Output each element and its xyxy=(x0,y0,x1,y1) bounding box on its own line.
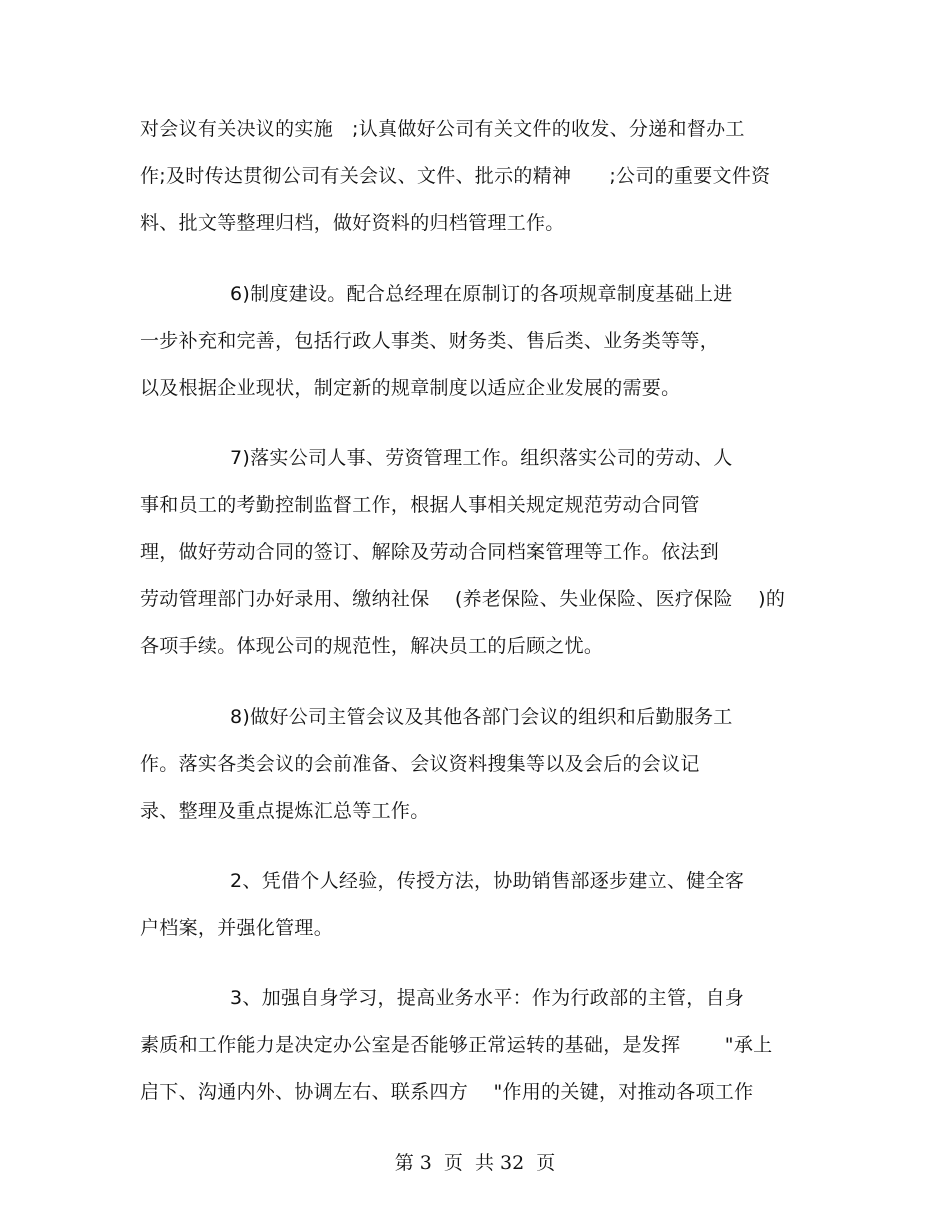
text-line: 素质和工作能力是决定办公室是否能够正常运转的基础，是发挥 "承上 xyxy=(140,1034,773,1056)
paragraph-start-line: 8)做好公司主管会议及其他各部门会议的组织和后勤服务工 xyxy=(230,706,733,728)
text-line: 作。落实各类会议的会前准备、会议资料搜集等以及会后的会议记 xyxy=(140,753,700,775)
text-line: 各项手续。体现公司的规范性，解决员工的后顾之忧。 xyxy=(140,635,604,657)
text-line: 作;及时传达贯彻公司有关会议、文件、批示的精神 ;公司的重要文件资 xyxy=(140,165,771,187)
text-line: 启下、沟通内外、协调左右、联系四方 "作用的关键，对推动各项工作 xyxy=(140,1081,754,1103)
text-line: 料、批文等整理归档，做好资料的归档管理工作。 xyxy=(140,212,565,234)
paragraph-start-line: 2、凭借个人经验，传授方法，协助销售部逐步建立、健全客 xyxy=(230,870,745,892)
text-line: 对会议有关决议的实施 ;认真做好公司有关文件的收发、分递和督办工 xyxy=(140,118,745,140)
text-line: 劳动管理部门办好录用、缴纳社保 (养老保险、失业保险、医疗保险 )的 xyxy=(140,588,786,610)
text-line: 以及根据企业现状，制定新的规章制度以适应企业发展的需要。 xyxy=(140,377,681,399)
paragraph-start-line: 7)落实公司人事、劳资管理工作。组织落实公司的劳动、人 xyxy=(230,447,733,469)
text-line: 一步补充和完善，包括行政人事类、财务类、售后类、业务类等等， xyxy=(140,330,720,352)
text-line: 理，做好劳动合同的签订、解除及劳动合同档案管理等工作。依法到 xyxy=(140,541,720,563)
page-number-footer: 第 3 页 共 32 页 xyxy=(394,1152,556,1174)
paragraph-start-line: 3、加强自身学习，提高业务水平：作为行政部的主管，自身 xyxy=(230,987,745,1009)
text-line: 事和员工的考勤控制监督工作，根据人事相关规定规范劳动合同管 xyxy=(140,494,700,516)
paragraph-start-line: 6)制度建设。配合总经理在原制订的各项规章制度基础上进 xyxy=(230,283,733,305)
text-line: 户档案，并强化管理。 xyxy=(140,917,334,939)
text-line: 录、整理及重点提炼汇总等工作。 xyxy=(140,800,430,822)
